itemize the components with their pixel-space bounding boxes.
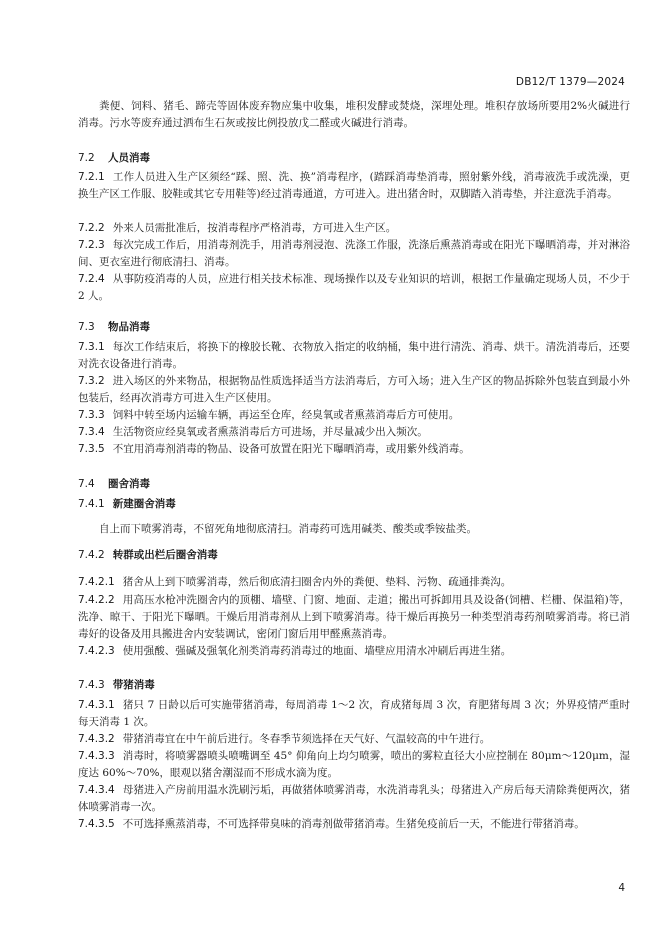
clause-7-4-3-2 <box>78 731 630 748</box>
clause-title: 转群或出栏后圈舍消毒 <box>112 549 218 561</box>
clause-title: 带猪消毒 <box>112 679 155 691</box>
clause-text: 生活物资应经臭氧或者熏蒸消毒后方可进场，并尽量减少出入频次。 <box>112 426 428 438</box>
clause-text: 外来人员需批准后，按消毒程序严格消毒，方可进入生产区。 <box>112 222 397 234</box>
clause-7-3-1 <box>78 339 630 373</box>
clause-7-2-2 <box>78 220 630 237</box>
clause-text: 从事防疫消毒的人员，应进行相关技术标准、现场操作以及专业知识的培训，根据工作量确定现场人员，不少于 2 人。 <box>78 273 630 302</box>
clause-number: 7.2.4 <box>78 273 105 285</box>
clause-text: 消毒时，将喷雾器喷头喷嘴调至 45° 仰角向上均匀喷雾，喷出的雾粒直径大小应控制在 80μm～120μm，湿度达 60%～70%，眼观以猪舍潮湿而不形成水滴为度。 <box>78 750 630 779</box>
clause-text: 猪只 7 日龄以后可实施带猪消毒，每周消毒 1～2 次，育成猪每周 3 次，育肥猪每周 3 次；外界疫情严重时每天消毒 1 次。 <box>78 699 630 728</box>
clause-number: 7.4.2.3 <box>78 645 115 657</box>
clause-number: 7.4.2 <box>78 549 105 561</box>
clause-number: 7.4.3 <box>78 679 105 691</box>
clause-7-2-4 <box>78 271 630 305</box>
clause-7-4-2-2 <box>78 592 630 643</box>
clause-text: 使用强酸、强碱及强氧化剂类消毒药消毒过的地面、墙壁应用清水冲刷后再进生猪。 <box>122 645 512 657</box>
clause-7-4-2-heading <box>78 547 630 564</box>
section-title: 物品消毒 <box>108 321 150 333</box>
page-number: 4 <box>618 882 625 894</box>
clause-7-4-3-4 <box>78 782 630 816</box>
clause-text: 工作人员进入生产区须经“踩、照、洗、换”消毒程序，(踏踩消毒垫消毒，照射紫外线，消毒液洗手或洗澡，更换生产区工作服、胶鞋或其它专用鞋等)经过消毒通道，方可进入。进出猪舍时，双脚踏入消毒垫，并注意洗手消毒。 <box>78 171 630 200</box>
clause-7-2-1 <box>78 169 630 203</box>
clause-number: 7.4.3.2 <box>78 733 115 745</box>
clause-7-3-5 <box>78 441 630 458</box>
intro-paragraph: 粪便、饲料、猪毛、蹄壳等固体废弃物应集中收集，堆积发酵或焚烧，深埋处理。堆积存放场所要用2%火碱进行消毒。污水等废弃通过洒布生石灰或按比例投放戊二醛或火碱进行消毒。 <box>78 100 630 129</box>
clause-number: 7.2.3 <box>78 239 105 251</box>
clause-7-4-3-3 <box>78 748 630 782</box>
section-number: 7.4 <box>78 478 95 490</box>
clause-number: 7.4.1 <box>78 498 105 510</box>
clause-number: 7.2.1 <box>78 171 105 183</box>
clause-7-4-1-heading <box>78 496 630 513</box>
clause-7-4-3-5 <box>78 816 630 833</box>
clause-number: 7.3.4 <box>78 426 105 438</box>
clause-number: 7.2.2 <box>78 222 105 234</box>
clause-text: 母猪进入产房前用温水洗刷污垢，再做猪体喷雾消毒，水洗消毒乳头；母猪进入产房后每天清除粪便两次，猪体喷雾消毒一次。 <box>78 784 630 813</box>
clause-text: 进入场区的外来物品，根据物品性质选择适当方法消毒后，方可入场；进入生产区的物品拆除外包装直到最小外包装后，经再次消毒方可进入生产区使用。 <box>78 375 630 404</box>
section-number: 7.3 <box>78 321 95 333</box>
clause-7-4-2-3 <box>78 643 630 660</box>
clause-text: 用高压水枪冲洗圈舍内的顶棚、墙壁、门窗、地面、走道；搬出可拆卸用具及设备(饲槽、栏栅、保温箱)等，洗净、晾干、于阳光下曝晒。干燥后用消毒剂从上到下喷雾消毒。待干燥后再换另一种类型消毒药剂喷雾消毒。将已消毒好的设备及用具搬进舍内安装调试，密闭门窗后用甲醛熏蒸消毒。 <box>78 594 630 640</box>
clause-text: 饲料中转至场内运输车辆，再运至仓库，经臭氧或者熏蒸消毒后方可使用。 <box>112 409 460 421</box>
section-7-3-heading <box>78 319 150 334</box>
clause-7-3-4 <box>78 424 630 441</box>
clause-number: 7.3.2 <box>78 375 105 387</box>
document-code: DB12/T 1379—2024 <box>515 76 625 88</box>
clause-number: 7.4.2.2 <box>78 594 115 606</box>
clause-title: 新建圈舍消毒 <box>112 498 176 510</box>
clause-7-3-3 <box>78 407 630 424</box>
section-title: 圈舍消毒 <box>108 478 150 490</box>
section-7-4-heading <box>78 476 150 491</box>
clause-7-4-3-1 <box>78 697 630 731</box>
clause-number: 7.4.3.3 <box>78 750 115 762</box>
clause-text: 每次完成工作后，用消毒剂洗手，用消毒剂浸泡、洗涤工作服，洗涤后熏蒸消毒或在阳光下曝晒消毒，并对淋浴间、更衣室进行彻底清扫、消毒。 <box>78 239 630 268</box>
clause-text: 不可选择熏蒸消毒，不可选择带臭味的消毒剂做带猪消毒。生猪免疫前后一天，不能进行带猪消毒。 <box>122 818 585 830</box>
clause-number: 7.4.3.4 <box>78 784 115 796</box>
clause-number: 7.4.3.1 <box>78 699 115 711</box>
clause-7-4-2-1 <box>78 574 630 591</box>
clause-number: 7.3.1 <box>78 341 105 353</box>
clause-text: 每次工作结束后，将换下的橡胶长靴、衣物放入指定的收纳桶，集中进行清洗、消毒、烘干。清洗消毒后，还要对洗衣设备进行消毒。 <box>78 341 630 370</box>
clause-7-4-1-text: 自上而下喷雾消毒，不留死角地彻底清扫。消毒药可选用碱类、酸类或季铵盐类。 <box>99 523 477 535</box>
clause-text: 猪舍从上到下喷雾消毒，然后彻底清扫圈舍内外的粪便、垫料、污物、疏通排粪沟。 <box>122 576 512 588</box>
clause-text: 带猪消毒宜在中午前后进行。冬春季节须选择在天气好、气温较高的中午进行。 <box>122 733 491 745</box>
clause-number: 7.4.3.5 <box>78 818 115 830</box>
clause-number: 7.3.3 <box>78 409 105 421</box>
section-title: 人员消毒 <box>108 152 150 164</box>
clause-7-2-3 <box>78 237 630 271</box>
section-number: 7.2 <box>78 152 95 164</box>
clause-7-4-3-heading <box>78 677 630 694</box>
clause-number: 7.4.2.1 <box>78 576 115 588</box>
clause-7-3-2 <box>78 373 630 407</box>
clause-text: 不宜用消毒剂消毒的物品、设备可放置在阳光下曝晒消毒，或用紫外线消毒。 <box>112 443 470 455</box>
section-7-2-heading <box>78 150 150 165</box>
clause-number: 7.3.5 <box>78 443 105 455</box>
